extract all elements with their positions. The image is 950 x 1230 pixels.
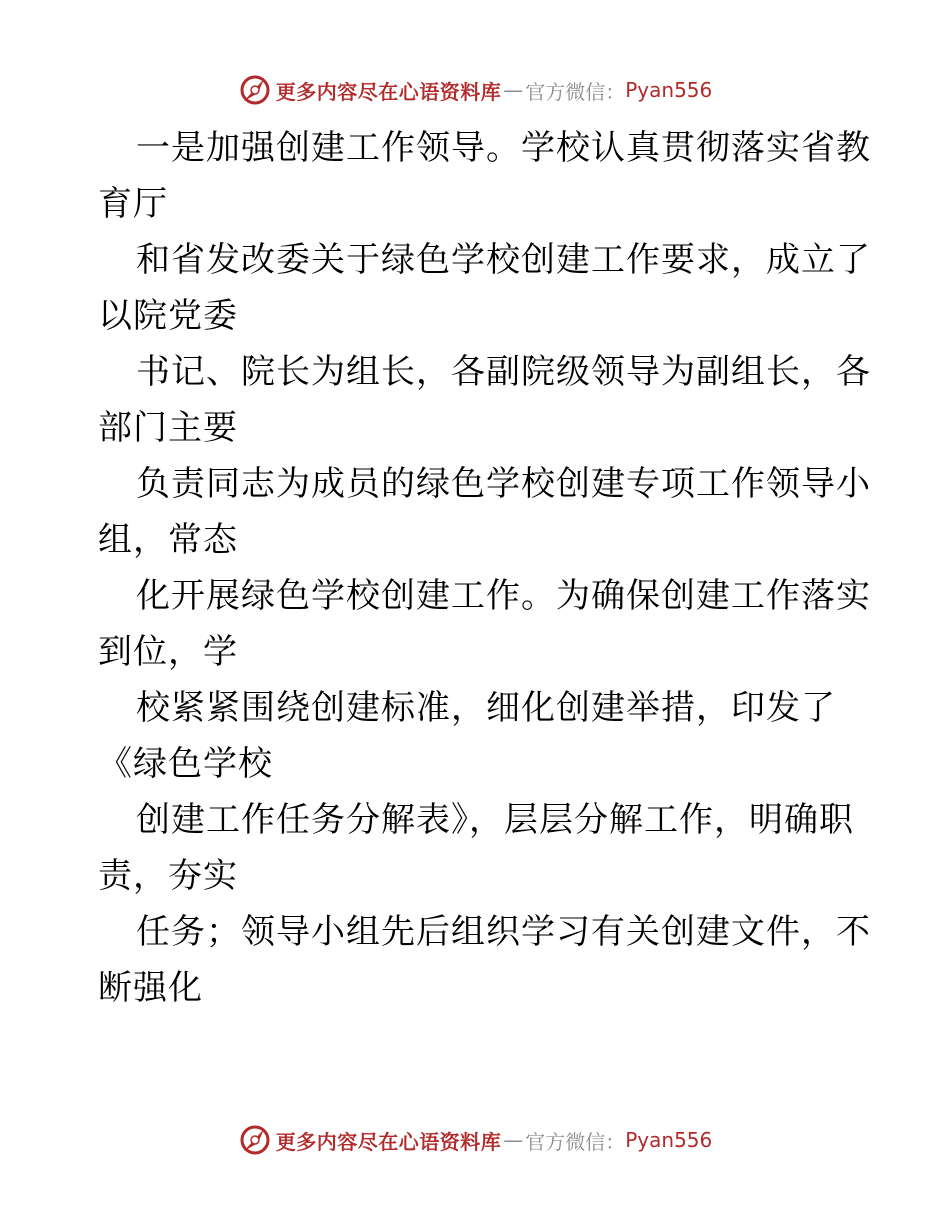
body-line: 《绿色学校 (98, 744, 273, 784)
quill-logo-icon (238, 1123, 272, 1157)
body-line: 部门主要 (98, 408, 238, 448)
body-line: 组，常态 (98, 520, 238, 560)
body-line: 到位，学 (98, 632, 238, 672)
body-line: 以院党委 (98, 296, 238, 336)
body-line: 责，夯实 (98, 856, 238, 896)
body-line: 和省发改委关于绿色学校创建工作要求，成立了 (136, 240, 871, 280)
header-wechat-id: Pyan556 (625, 78, 713, 102)
header-separator: — (503, 78, 524, 102)
quill-logo-icon (238, 73, 272, 107)
footer-wechat-label: 官方微信： (525, 1129, 626, 1154)
body-line: 育厅 (98, 184, 168, 224)
header-banner (0, 70, 950, 110)
body-line: 负责同志为成员的绿色学校创建专项工作领导小 (136, 464, 871, 504)
header-wechat-label: 官方微信： (525, 79, 626, 104)
body-line: 书记、院长为组长，各副院级领导为副组长，各 (136, 352, 871, 392)
body-line: 化开展绿色学校创建工作。为确保创建工作落实 (136, 576, 871, 616)
body-line: 任务；领导小组先后组织学习有关创建文件，不 (136, 912, 871, 952)
document-body (98, 120, 871, 1016)
body-line: 一是加强创建工作领导。学校认真贯彻落实省教 (136, 128, 871, 168)
body-line: 校紧紧围绕创建标准，细化创建举措，印发了 (136, 688, 836, 728)
footer-wechat-id: Pyan556 (625, 1128, 713, 1152)
body-line: 创建工作任务分解表》，层层分解工作，明确职 (136, 800, 854, 840)
footer-site-text: 更多内容尽在心语资料库 (275, 1129, 502, 1154)
footer-banner (0, 1120, 950, 1160)
footer-separator: — (503, 1128, 524, 1152)
header-site-text: 更多内容尽在心语资料库 (275, 79, 502, 104)
body-line: 断强化 (98, 968, 203, 1008)
